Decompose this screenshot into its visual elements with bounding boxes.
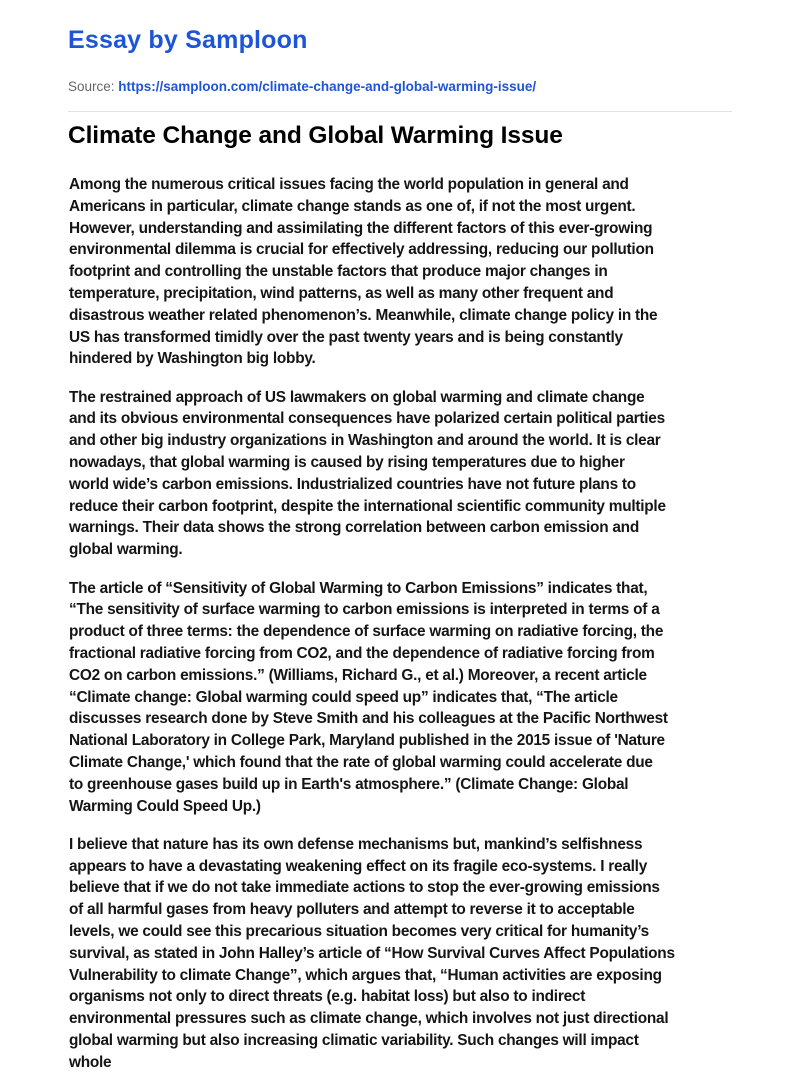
divider	[68, 111, 732, 112]
essay-paragraph	[69, 387, 749, 561]
paragraph-line: of all harmful gases from heavy polluters and attempt to reverse it to acceptable	[69, 901, 635, 919]
essay-paragraph	[69, 578, 749, 818]
paragraph-line: to greenhouse gases build up in Earth's atmosphere.” (Climate Change: Global	[69, 775, 629, 793]
paragraph-line: and its obvious environmental consequences have polarized certain political parties	[69, 410, 665, 428]
paragraph-line: discusses research done by Steve Smith and his colleagues at the Pacific Northwest	[69, 710, 668, 728]
paragraph-line: levels, we could see this precarious situation becomes very critical for humanity’s	[69, 923, 649, 940]
paragraph-line: The article of “Sensitivity of Global Warming to Carbon Emissions” indicates that,	[69, 579, 648, 597]
paragraph-line: The restrained approach of US lawmakers on global warming and climate change	[69, 388, 645, 406]
paragraph-line: Among the numerous critical issues facing the world population in general and	[69, 176, 629, 193]
site-brand: Essay by Samploon	[68, 26, 308, 54]
source-line	[68, 79, 536, 94]
paragraph-line: organisms not only to direct threats (e.g. habitat loss) but also to indirect	[69, 988, 586, 1006]
paragraph-line: reduce their carbon footprint, despite the international scientific community multiple	[69, 497, 666, 515]
paragraph-line: world wide’s carbon emissions. Industrialized countries have not future plans to	[69, 475, 636, 493]
paragraph-line: Climate Change,' which found that the rate of global warming could accelerate due	[69, 753, 653, 771]
paragraph-line: global warming but also increasing climatic variability. Such changes will impact	[69, 1031, 639, 1049]
paragraph-line: National Laboratory in College Park, Maryland published in the 2015 issue of 'Nature	[69, 732, 665, 750]
paragraph-line: Vulnerability to climate Change”, which argues that, “Human activities are exposing	[69, 966, 662, 984]
paragraph-line: disastrous weather related phenomenon’s. Meanwhile, climate change policy in the	[69, 306, 658, 324]
essay-paragraph	[69, 834, 749, 1074]
paragraph-line: “The sensitivity of surface warming to carbon emissions is interpreted in terms of a	[69, 601, 660, 619]
essay-body	[69, 174, 749, 1090]
essay-title: Climate Change and Global Warming Issue	[68, 122, 563, 149]
paragraph-line: survival, as stated in John Halley’s article of “How Survival Curves Affect Populations	[69, 944, 675, 962]
paragraph-line: product of three terms: the dependence of surface warming on radiative forcing, the	[69, 623, 664, 641]
paragraph-line: Americans in particular, climate change stands as one of, if not the most urgent.	[69, 197, 636, 215]
paragraph-line: hindered by Washington big lobby.	[69, 350, 316, 368]
paragraph-line: I believe that nature has its own defense mechanisms but, mankind’s selfishness	[69, 835, 643, 853]
paragraph-line: and other big industry organizations in Washington and around the world. It is clear	[69, 432, 661, 450]
paragraph-line: footprint and controlling the unstable factors that produce major changes in	[69, 263, 608, 281]
paragraph-line: believe that if we do not take immediate actions to stop the ever-growing emissions	[69, 879, 660, 897]
paragraph-line: CO2 on carbon emissions.” (Williams, Richard G., et al.) Moreover, a recent article	[69, 666, 647, 684]
paragraph-line: environmental dilemma is crucial for effectively addressing, reducing our pollution	[69, 241, 654, 259]
source-link[interactable]: https://samploon.com/climate-change-and-global-warming-issue/	[118, 79, 537, 94]
paragraph-line: nowadays, that global warming is caused by rising temperatures due to higher	[69, 454, 625, 472]
paragraph-line: whole	[69, 1053, 112, 1071]
paragraph-line: US has transformed timidly over the past twenty years and is being constantly	[69, 328, 623, 346]
paragraph-line: temperature, precipitation, wind patterns, as well as many other frequent and	[69, 284, 614, 302]
paragraph-line: Warming Could Speed Up.)	[69, 797, 261, 815]
paragraph-line: fractional radiative forcing from CO2, and the dependence of radiative forcing from	[69, 644, 655, 662]
paragraph-line: appears to have a devastating weakening effect on its fragile eco-systems. I really	[69, 857, 648, 875]
source-label: Source:	[68, 79, 115, 94]
paragraph-line: warnings. Their data shows the strong correlation between carbon emission and	[69, 519, 639, 537]
paragraph-line: environmental pressures such as climate change, which involves not just directional	[69, 1010, 669, 1028]
paragraph-line: However, understanding and assimilating the different factors of this ever-growing	[69, 219, 653, 237]
paragraph-line: “Climate change: Global warming could speed up” indicates that, “The article	[69, 688, 618, 706]
paragraph-line: global warming.	[69, 541, 183, 559]
essay-paragraph	[69, 174, 749, 370]
